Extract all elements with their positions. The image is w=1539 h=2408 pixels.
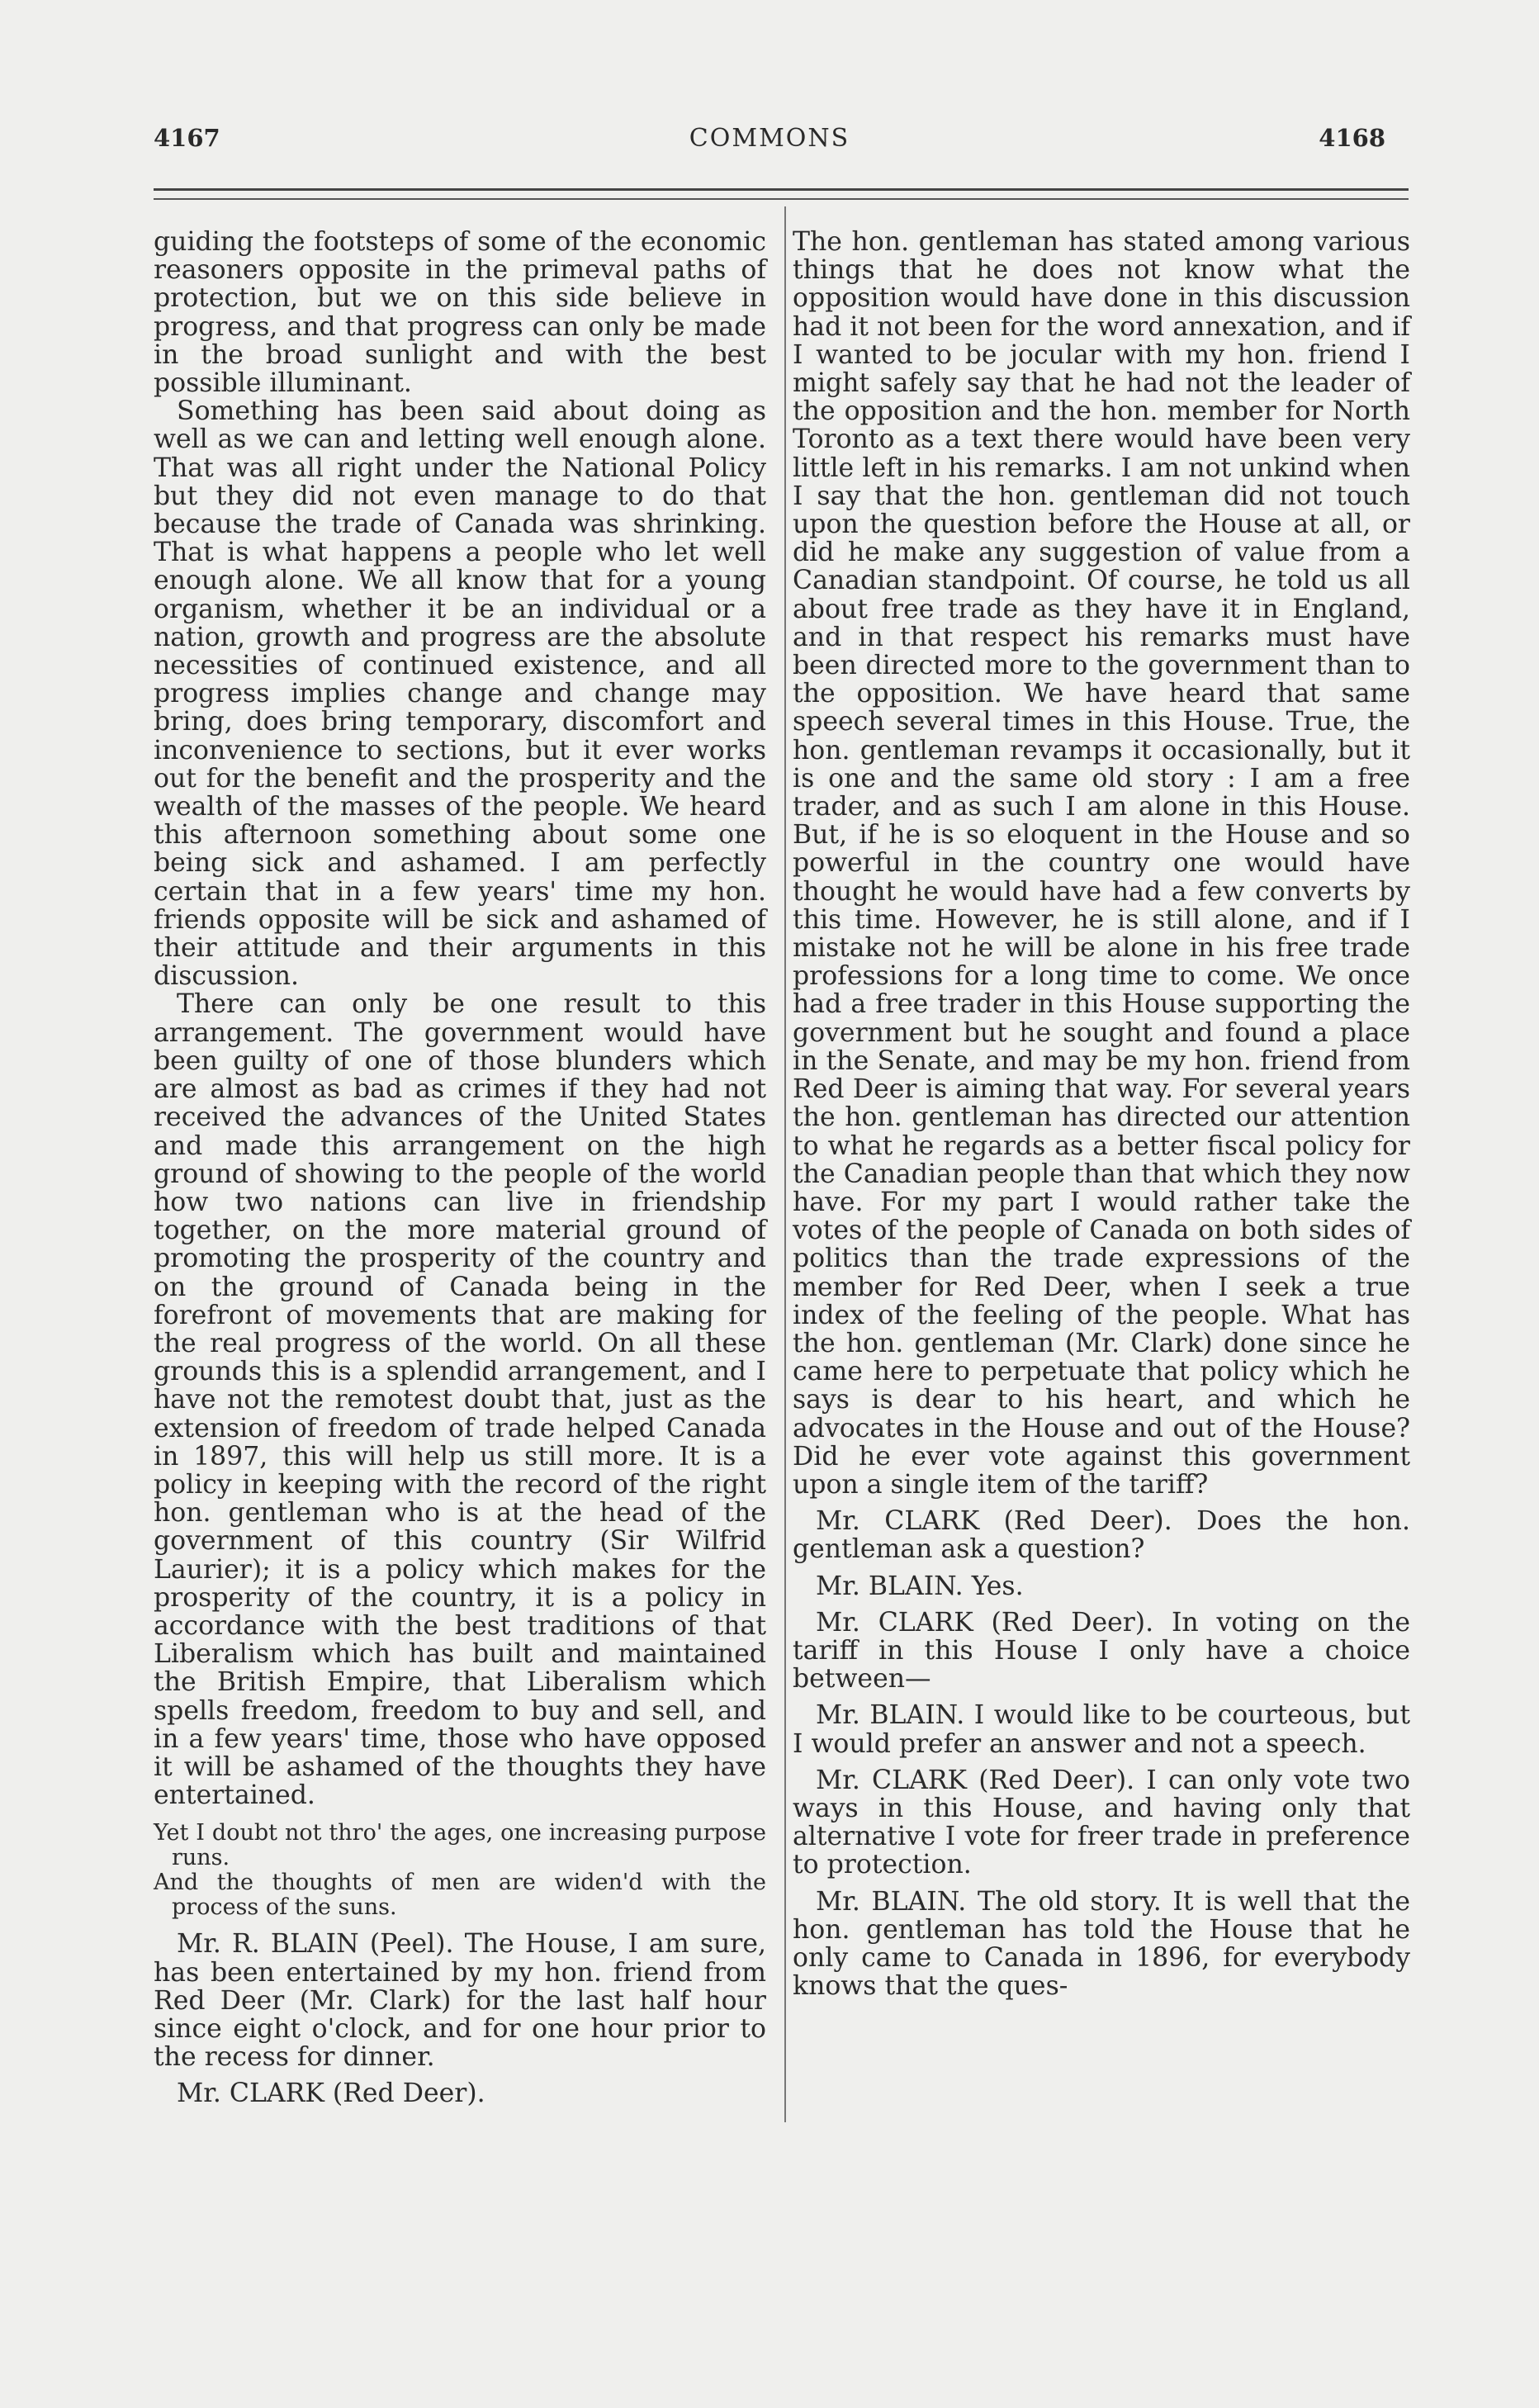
speaker-name: Mr. CLARK (Red Deer). [177, 2079, 485, 2109]
speech-paragraph [154, 1930, 766, 2071]
speech-paragraph [154, 2079, 766, 2107]
speaker-name: Mr. R. BLAIN (Peel). [177, 1929, 454, 1960]
paragraph: The hon. gentleman has stated among various things that he does not know what the opposition would have done in this discussion had it not been for the word annexation, and if I wanted to be jocular with my hon. friend I might safely say that he had not the leader of the opposition and the hon. member for North Toronto as a text there would have been very little left in his remarks. I am not unkind when I say that the hon. gentleman did not touch upon the question before the House at all, or did he make any suggestion of value from a Canadian standpoint. Of course, he told us all about free trade as they have it in England, and in that respect his remarks must have been directed more to the government than to the opposition. We have heard that same speech several times in this House. True, the hon. gentleman revamps it occasionally, but it is one and the same old story : I am a free trader, and as such I am alone in this House. But, if he is so eloquent in the House and so powerful in the country one would have thought he would have had a few converts by this time. However, he is still alone, and if I mistake not he will be alone in his free trade professions for a long time to come. We once had a free trader in this House supporting the government but he sought and found a place in the Senate, and may be my hon. friend from Red Deer is aiming that way. For several years the hon. gentleman has directed our attention to what he regards as a better fiscal policy for the Canadian people than that which they now have. For my part I would rather take the votes of the people of Canada on both sides of politics than the trade expressions of the member for Red Deer, when I seek a true index of the feeling of the people. What has the hon. gentleman (Mr. Clark) done since he came here to perpetuate that policy which he says is dear to his heart, and which he advocates in the House and out of the House? Did he ever vote against this government upon a single item of the tariff? [793, 227, 1410, 1500]
right-column [793, 228, 1410, 2000]
speaker-name: Mr. CLARK (Red Deer). [816, 1506, 1172, 1537]
speech-text: I can only vote two ways in this House, and having only that alternative I vote for freer trade in preference to protection. [793, 1765, 1410, 1880]
header-rule-top [154, 188, 1409, 191]
paragraph: There can only be one result to this arrangement. The government would have been guilty of one of those blunders which are almost as bad as crimes if they had not received the advances of the United States and made this arrangement on the high ground of showing to the people of the world how two nations can live in friendship together, on the more material ground of promoting the prosperity of the country and on the ground of Canada being in the forefront of movements that are making for the real progress of the world. On all these grounds this is a splendid arrangement, and I have not the remotest doubt that, just as the extension of freedom of trade helped Canada in 1897, this will help us still more. It is a policy in keeping with the record of the right hon. gentleman who is at the head of the government of this country (Sir Wilfrid Laurier); it is a policy which makes for the prosperity of the country, it is a policy in accordance with the best traditions of that Liberalism which has built and maintained the British Empire, that Liberalism which spells freedom, freedom to buy and sell, and in a few years' time, those who have opposed it will be ashamed of the thoughts they have entertained. [154, 989, 766, 1811]
verse-line: Yet I doubt not thro' the ages, one increasing purpose runs. [154, 1820, 766, 1871]
speaker-name: Mr. BLAIN. [816, 1571, 964, 1601]
speech-text: The old story. It is well that the hon. gentleman has told the House that he only came to Canada in 1896, for everybody knows that the ques- [793, 1886, 1410, 2002]
speech-text: In voting on the tariff in this House I only have a choice between— [793, 1607, 1410, 1695]
speech-text: Does the hon. gentleman ask a question? [793, 1506, 1410, 1565]
paragraph: Something has been said about doing as well as we can and letting well enough alone. That was all right under the National Policy but they did not even manage to do that because the trade of Canada was shrinking. That is what happens a people who let well enough alone. We all know that for a young organism, whether it be an individual or a nation, growth and progress are the absolute necessities of continued existence, and all progress implies change and change may bring, does bring temporary, discomfort and inconvenience to sections, but it ever works out for the benefit and the prosperity and the wealth of the masses of the people. We heard this afternoon something about some one being sick and ashamed. I am perfectly certain that in a few years' time my hon. friends opposite will be sick and ashamed of their attitude and their arguments in this discussion. [154, 396, 766, 992]
page-number-left: 4167 [154, 124, 220, 152]
speech-paragraph [793, 1609, 1410, 1694]
speech-paragraph [793, 1701, 1410, 1757]
left-column [154, 228, 766, 2108]
speaker-name: Mr. BLAIN. [816, 1700, 965, 1731]
speech-paragraph [793, 1888, 1410, 2001]
verse-line: And the thoughts of men are widen'd with the process of the suns. [154, 1870, 766, 1921]
page-number-right: 4168 [1319, 124, 1385, 152]
speech-text: I would like to be courteous, but I would prefer an answer and not a speech. [793, 1700, 1411, 1759]
page-title: COMMONS [689, 124, 850, 153]
speech-paragraph [793, 1572, 1410, 1600]
column-divider [784, 206, 786, 2122]
speech-text: Yes. [971, 1571, 1024, 1601]
speech-paragraph [793, 1766, 1410, 1879]
page-header [154, 124, 1385, 165]
speech-text: The House, I am sure, has been entertained by my hon. friend from Red Deer (Mr. Clark) for the last half hour since eight o'clock, and for one hour prior to the recess for dinner. [154, 1929, 766, 2073]
speaker-name: Mr. CLARK (Red Deer). [816, 1765, 1135, 1795]
paragraph: guiding the footsteps of some of the economic reasoners opposite in the primeval paths of protection, but we on this side believe in progress, and that progress can only be made in the broad sunlight and with the best possible illuminant. [154, 227, 766, 399]
speaker-name: Mr. CLARK (Red Deer). [816, 1607, 1154, 1638]
speech-paragraph [793, 1507, 1410, 1563]
header-rule-bottom [154, 198, 1409, 200]
speaker-name: Mr. BLAIN. [816, 1886, 967, 1917]
verse-quote [154, 1821, 766, 1920]
